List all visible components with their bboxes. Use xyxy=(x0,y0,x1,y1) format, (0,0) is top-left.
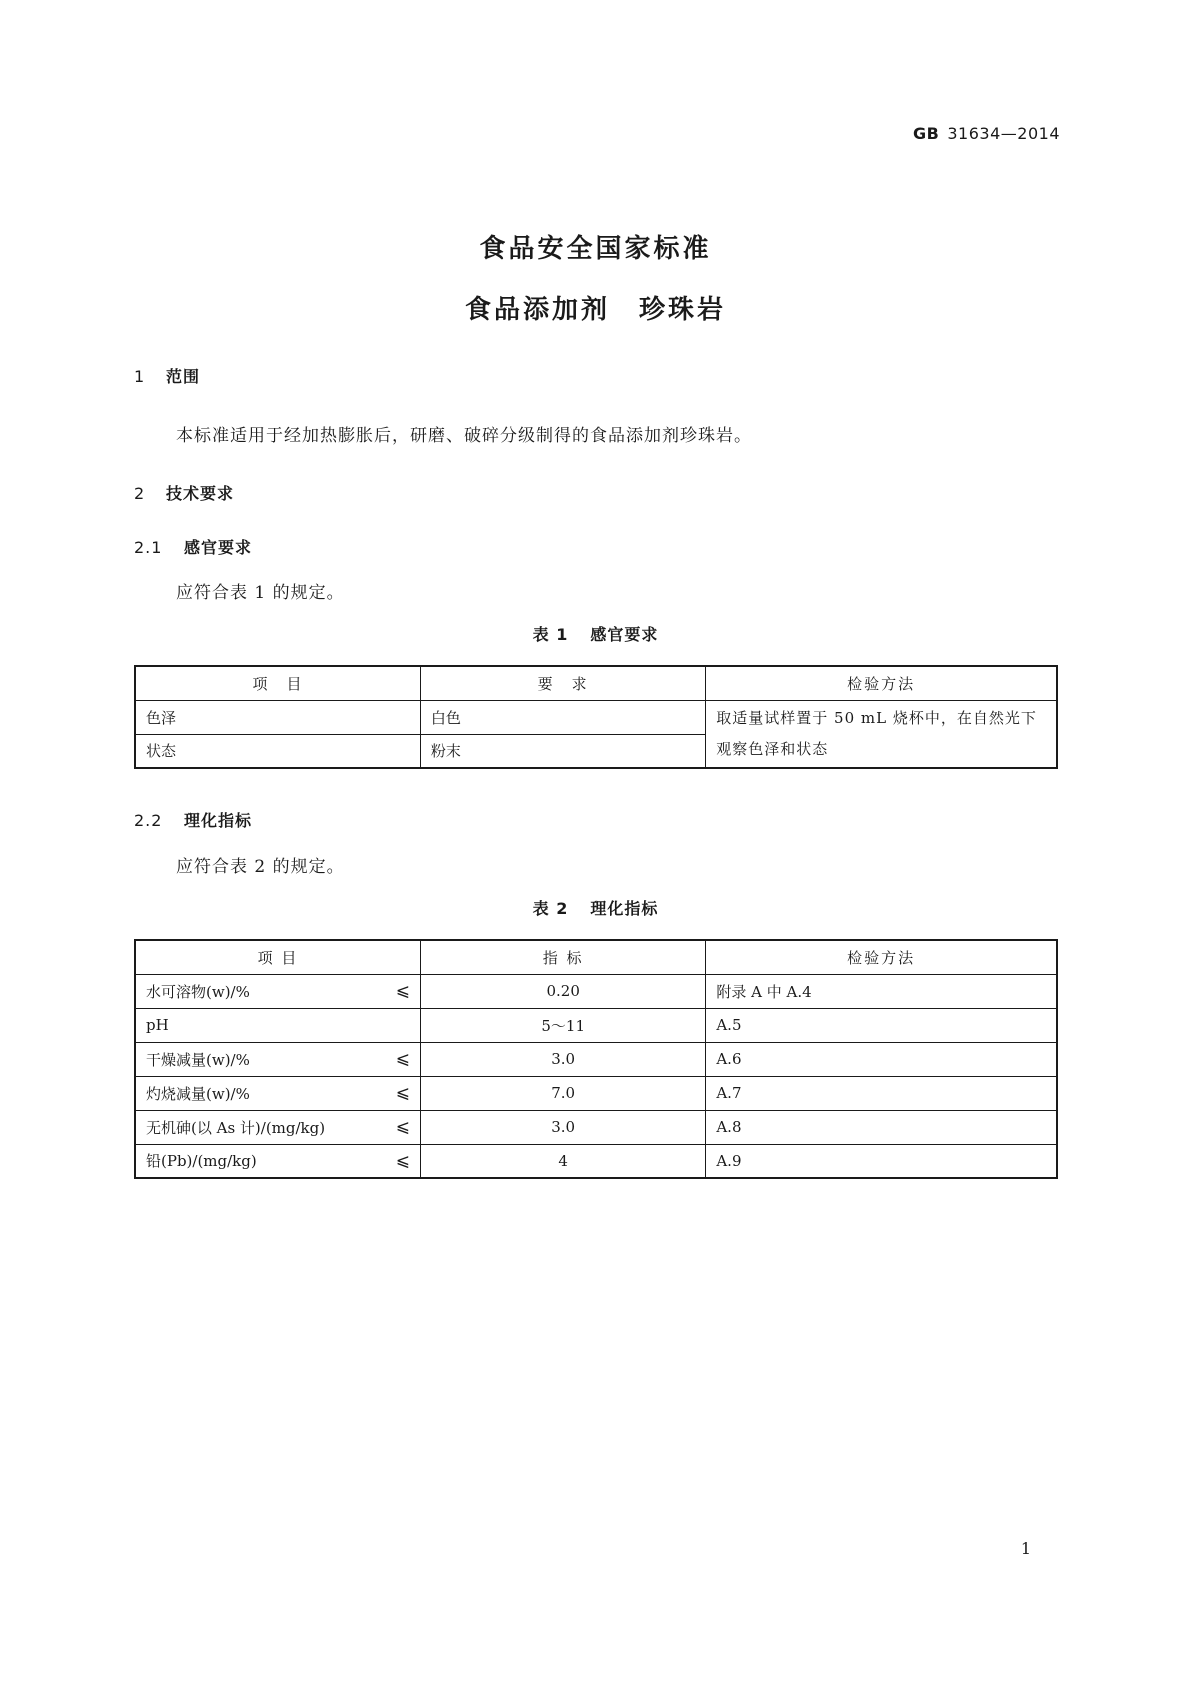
cell-method: A.6 xyxy=(706,1042,1057,1076)
scope-paragraph: 本标准适用于经加热膨胀后，研磨、破碎分级制得的食品添加剂珍珠岩。 xyxy=(176,426,752,446)
item-label: 铅(Pb)/(mg/kg) xyxy=(146,1152,257,1171)
table1-caption-number: 表 1 xyxy=(532,625,569,644)
cell-value: 3.0 xyxy=(421,1042,706,1076)
standard-number xyxy=(913,124,1060,143)
section-number: 1 xyxy=(134,367,146,386)
cell-item xyxy=(135,1110,421,1144)
table1-caption-title: 感官要求 xyxy=(590,625,659,644)
less-or-equal-symbol: ⩽ xyxy=(395,1049,411,1069)
section-heading-physicochemical xyxy=(134,808,252,831)
item-label: pH xyxy=(146,1016,169,1034)
section-title: 技术要求 xyxy=(166,484,235,503)
table2-caption xyxy=(0,896,1191,919)
table2-caption-number: 表 2 xyxy=(532,899,569,918)
standard-prefix: GB xyxy=(913,124,940,143)
less-or-equal-symbol: ⩽ xyxy=(395,981,411,1001)
cell-value: 5～11 xyxy=(421,1008,706,1042)
standard-code: 31634—2014 xyxy=(947,124,1060,143)
cell-item: 状态 xyxy=(135,734,420,768)
table-row xyxy=(135,1076,1057,1110)
section-title: 感官要求 xyxy=(184,538,253,557)
physicochemical-paragraph: 应符合表 2 的规定。 xyxy=(176,857,345,877)
item-label: 无机砷(以 As 计)/(mg/kg) xyxy=(146,1118,326,1137)
header-method: 检验方法 xyxy=(706,666,1057,700)
table-row xyxy=(135,1110,1057,1144)
section-number: 2.2 xyxy=(134,811,163,830)
section-number: 2.1 xyxy=(134,538,163,557)
cell-item xyxy=(135,1008,421,1042)
table-row xyxy=(135,1144,1057,1178)
header-requirement: 要 求 xyxy=(420,666,705,700)
document-subtitle: 食品添加剂 珍珠岩 xyxy=(464,295,726,325)
cell-item xyxy=(135,1076,421,1110)
cell-method: 附录 A 中 A.4 xyxy=(706,974,1057,1008)
cell-value: 4 xyxy=(421,1144,706,1178)
item-label: 灼烧减量(w)/% xyxy=(146,1084,250,1103)
header-item: 项 目 xyxy=(135,940,421,974)
item-label: 水可溶物(w)/% xyxy=(146,982,250,1001)
item-label: 干燥减量(w)/% xyxy=(146,1050,250,1069)
table-header-row xyxy=(135,666,1057,700)
physicochemical-indicators-table xyxy=(134,939,1058,1179)
section-heading-sensory xyxy=(134,535,252,558)
cell-method: A.9 xyxy=(706,1144,1057,1178)
cell-item xyxy=(135,1144,421,1178)
cell-item xyxy=(135,1042,421,1076)
cell-item xyxy=(135,974,421,1008)
less-or-equal-symbol: ⩽ xyxy=(395,1117,411,1137)
sensory-paragraph: 应符合表 1 的规定。 xyxy=(176,583,345,603)
cell-method: A.8 xyxy=(706,1110,1057,1144)
table-row xyxy=(135,1008,1057,1042)
section-number: 2 xyxy=(134,484,146,503)
cell-method: A.7 xyxy=(706,1076,1057,1110)
table-row xyxy=(135,1042,1057,1076)
section-title: 理化指标 xyxy=(184,811,253,830)
less-or-equal-symbol: ⩽ xyxy=(395,1150,411,1171)
less-or-equal-symbol: ⩽ xyxy=(395,1083,411,1103)
table-row xyxy=(135,700,1057,734)
header-method: 检验方法 xyxy=(706,940,1057,974)
cell-value: 3.0 xyxy=(421,1110,706,1144)
section-heading-scope xyxy=(134,364,200,387)
section-title: 范围 xyxy=(166,367,201,386)
cell-value: 7.0 xyxy=(421,1076,706,1110)
cell-requirement: 白色 xyxy=(420,700,705,734)
header-indicator: 指 标 xyxy=(421,940,706,974)
page-number: 1 xyxy=(1020,1539,1031,1558)
cell-value: 0.20 xyxy=(421,974,706,1008)
table1-caption xyxy=(0,622,1191,645)
cell-method: A.5 xyxy=(706,1008,1057,1042)
document-title: 食品安全国家标准 xyxy=(479,234,712,264)
cell-requirement: 粉末 xyxy=(420,734,705,768)
section-heading-technical-requirements xyxy=(134,481,234,504)
table-row xyxy=(135,974,1057,1008)
table2-caption-title: 理化指标 xyxy=(590,899,659,918)
header-item: 项 目 xyxy=(135,666,420,700)
table-header-row xyxy=(135,940,1057,974)
cell-item: 色泽 xyxy=(135,700,420,734)
sensory-requirements-table xyxy=(134,665,1058,769)
cell-method: 取适量试样置于 50 mL 烧杯中，在自然光下观察色泽和状态 xyxy=(706,700,1057,768)
